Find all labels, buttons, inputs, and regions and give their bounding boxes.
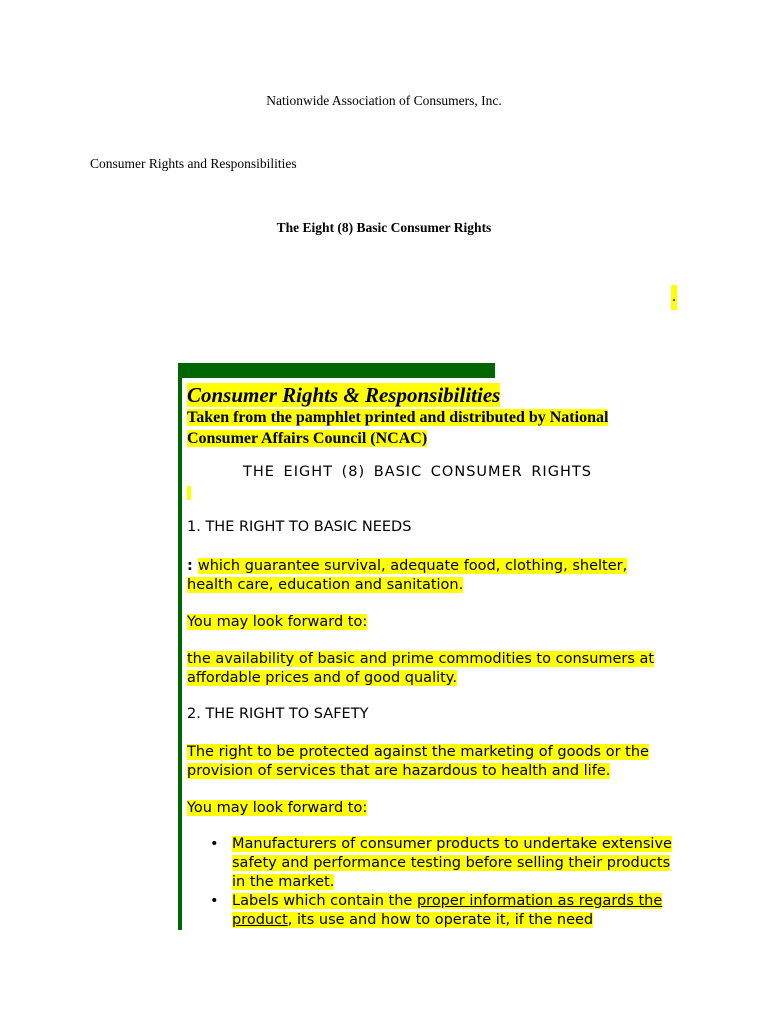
right-1-benefit xyxy=(187,650,677,688)
desc-prefix: : xyxy=(187,558,198,574)
look-forward-text: You may look forward to: xyxy=(187,614,368,630)
document-subtitle: Consumer Rights and Responsibilities xyxy=(90,156,297,171)
bullet-text-after: , its use and how to operate it, if the need xyxy=(287,912,594,928)
right-2-description xyxy=(187,743,677,781)
right-1-description-text: which guarantee survival, adequate food, clothing, shelter, health care, education and sanitation. xyxy=(187,558,628,593)
period-mark: . xyxy=(672,288,676,305)
right-2-look-forward-label xyxy=(187,799,677,818)
panel-title xyxy=(187,381,500,409)
panel-source xyxy=(187,407,657,449)
list-item xyxy=(207,835,677,892)
document-heading: The Eight (8) Basic Consumer Rights xyxy=(276,220,492,235)
highlight-cursor-mark xyxy=(187,486,191,500)
right-1-heading: 1. THE RIGHT TO BASIC NEEDS xyxy=(187,519,412,535)
list-item xyxy=(207,892,677,930)
right-2-heading: 2. THE RIGHT TO SAFETY xyxy=(187,706,369,722)
organization-name: Nationwide Association of Consumers, Inc. xyxy=(266,93,502,108)
right-1-description xyxy=(187,557,677,595)
panel-top-border xyxy=(178,363,495,378)
panel-left-border xyxy=(178,378,182,930)
look-forward-text: You may look forward to: xyxy=(187,800,368,816)
benefit-text: the availability of basic and prime commodities to consumers at affordable prices and of good quality. xyxy=(187,651,655,686)
right-2-description-text: The right to be protected against the marketing of goods or the provision of services that are hazardous to health and life. xyxy=(187,744,649,779)
panel-heading: THE EIGHT (8) BASIC CONSUMER RIGHTS xyxy=(243,464,592,480)
bullet-text-before: Labels which contain the xyxy=(232,893,417,909)
proper-information-link[interactable]: proper information as regards the product xyxy=(232,893,663,928)
bullet-icon: • xyxy=(210,836,219,852)
bullet-icon: • xyxy=(210,893,219,909)
highlight-mark xyxy=(671,285,677,310)
panel-source-text: Taken from the pamphlet printed and distributed by National Consumer Affairs Council (NCAC) xyxy=(187,409,609,447)
panel-title-text: Consumer Rights & Responsibilities xyxy=(187,383,501,407)
right-2-bullet-list xyxy=(207,835,677,930)
bullet-text: Manufacturers of consumer products to undertake extensive safety and performance testing before selling their products in the market. xyxy=(232,836,672,890)
right-1-look-forward-label xyxy=(187,613,677,632)
